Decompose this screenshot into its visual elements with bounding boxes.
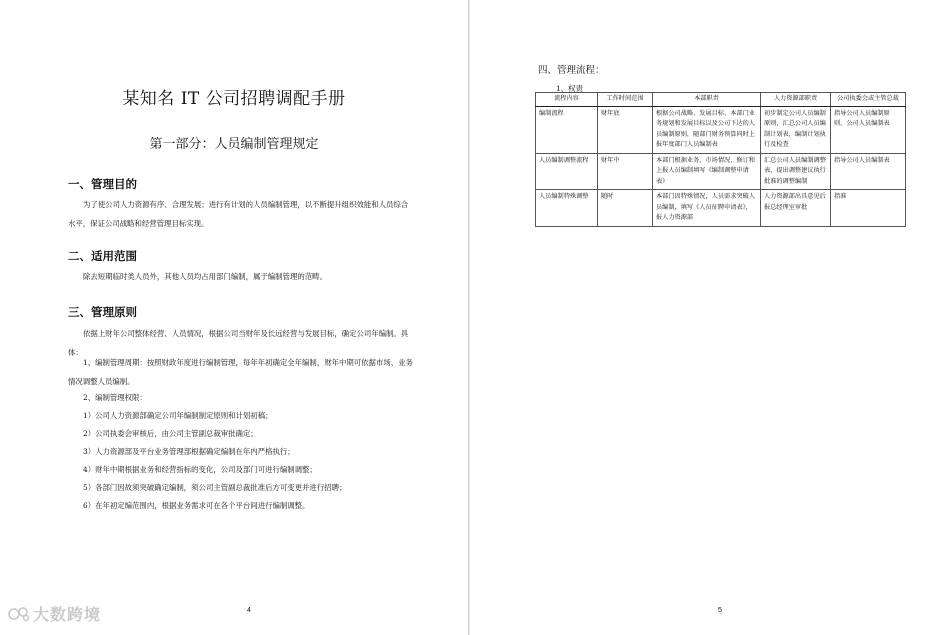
left-page: [0, 0, 469, 635]
document-title: 某知名 IT 公司招聘调配手册: [122, 89, 346, 109]
table-cell: 初步制定公司人员编制原则，汇总公司人员编制计划表，编制计划执行及检查: [761, 106, 831, 153]
table-row: [536, 106, 906, 153]
page-number: 5: [718, 607, 722, 614]
watermark: [8, 602, 101, 625]
page-number: 4: [247, 607, 251, 614]
table-cell: 人员编制特殊调整: [536, 190, 598, 227]
section2-paragraph: 除去短期临时类人员外，其他人员均占用部门编制，属于编制管理的范畴。: [83, 272, 327, 281]
rule-line-5: 5）各部门因故须突破确定编制，须公司主管副总裁批准后方可变更并进行招聘；: [83, 483, 347, 492]
table-header-cell: 人力资源部职责: [761, 93, 831, 107]
section3-heading: 三、管理原则: [68, 305, 137, 319]
section2-heading: 二、适用范围: [68, 249, 137, 263]
section1-paragraph: 为了使公司人力资源有序、合理发展；进行有计划的人员编制管理，以不断提升组织效能和人员综合水平，保证公司战略和经营管理目标实现。: [68, 200, 409, 228]
table-header-cell: 流程内容: [536, 93, 598, 107]
rule-line-6: 6）在年初定编范围内，根据业务需求可在各个平台间进行编制调整。: [83, 501, 310, 510]
table-cell: 本部门因特殊情况，人员需求突破人员编制，填写《人员征聘申请表》，报人力资源部: [653, 190, 761, 227]
table-cell: 指导公司人员编制原则、公司人员编制表: [831, 106, 906, 153]
table-header-cell: 工作时间范围: [598, 93, 653, 107]
table-cell: 财年底: [598, 106, 653, 153]
table-cell: 编制流程: [536, 106, 598, 153]
table-cell: 指导公司人员编制表: [831, 153, 906, 190]
section3-item1: 1、编制管理周期：按照财政年度进行编制管理，每年年初确定全年编制，财年中期可依据市场、业务情况调整人员编制。: [68, 358, 413, 386]
table-header-cell: 公司执委会或主管总裁: [831, 93, 906, 107]
right-page: [470, 0, 941, 635]
watermark-logo-icon: [8, 606, 30, 622]
section3-paragraph: 依据上财年公司整体经营、人员情况，根据公司当财年及长远经营与发展目标，确定公司年编制。具体：: [68, 329, 409, 357]
table-cell: 本部门根据业务、市场情况，修订和上报人员编制填写《编制调整申请表》: [653, 153, 761, 190]
rule-line-2: 2）公司执委会审核后，由公司主管副总裁审批确定；: [83, 429, 258, 438]
table-cell: 汇总公司人员编制调整表，提出调整建议执行批准的调整编制: [761, 153, 831, 190]
sub-heading-authority: 1、权责: [556, 84, 583, 93]
table-cell: 指准: [831, 190, 906, 227]
table-row: [536, 190, 906, 227]
table-header-row: [536, 93, 906, 107]
part-subtitle: 第一部分：人员编制管理规定: [149, 137, 319, 152]
table-cell: 随时: [598, 190, 653, 227]
section3-item2: 2、编制管理权限：: [83, 393, 147, 402]
watermark-text: 大数跨境: [33, 605, 102, 624]
table-header-cell: 本部职责: [653, 93, 761, 107]
table-cell: 财年中: [598, 153, 653, 190]
table-cell: 根据公司战略、发展目标、本部门业务规划和发展目标以及公司下达的人员编制原则，随部门财务预算同时上报年度部门人员编制表: [653, 106, 761, 153]
section4-heading: 四、管理流程：: [538, 65, 605, 76]
table-cell: 人力资源部出具意见后报总经理室审批: [761, 190, 831, 227]
authority-table: [535, 92, 906, 227]
table-cell: 人员编制调整流程: [536, 153, 598, 190]
rule-line-1: 1）公司人力资源部确定公司年编制制定原则和计划初稿；: [83, 411, 273, 420]
rule-line-4: 4）财年中期根据业务和经营指标的变化，公司及部门可进行编制调整；: [83, 465, 317, 474]
table-row: [536, 153, 906, 190]
section1-heading: 一、管理目的: [68, 177, 137, 191]
rule-line-3: 3）人力资源部及平台业务管理部根据确定编制在年内严格执行；: [83, 447, 295, 456]
